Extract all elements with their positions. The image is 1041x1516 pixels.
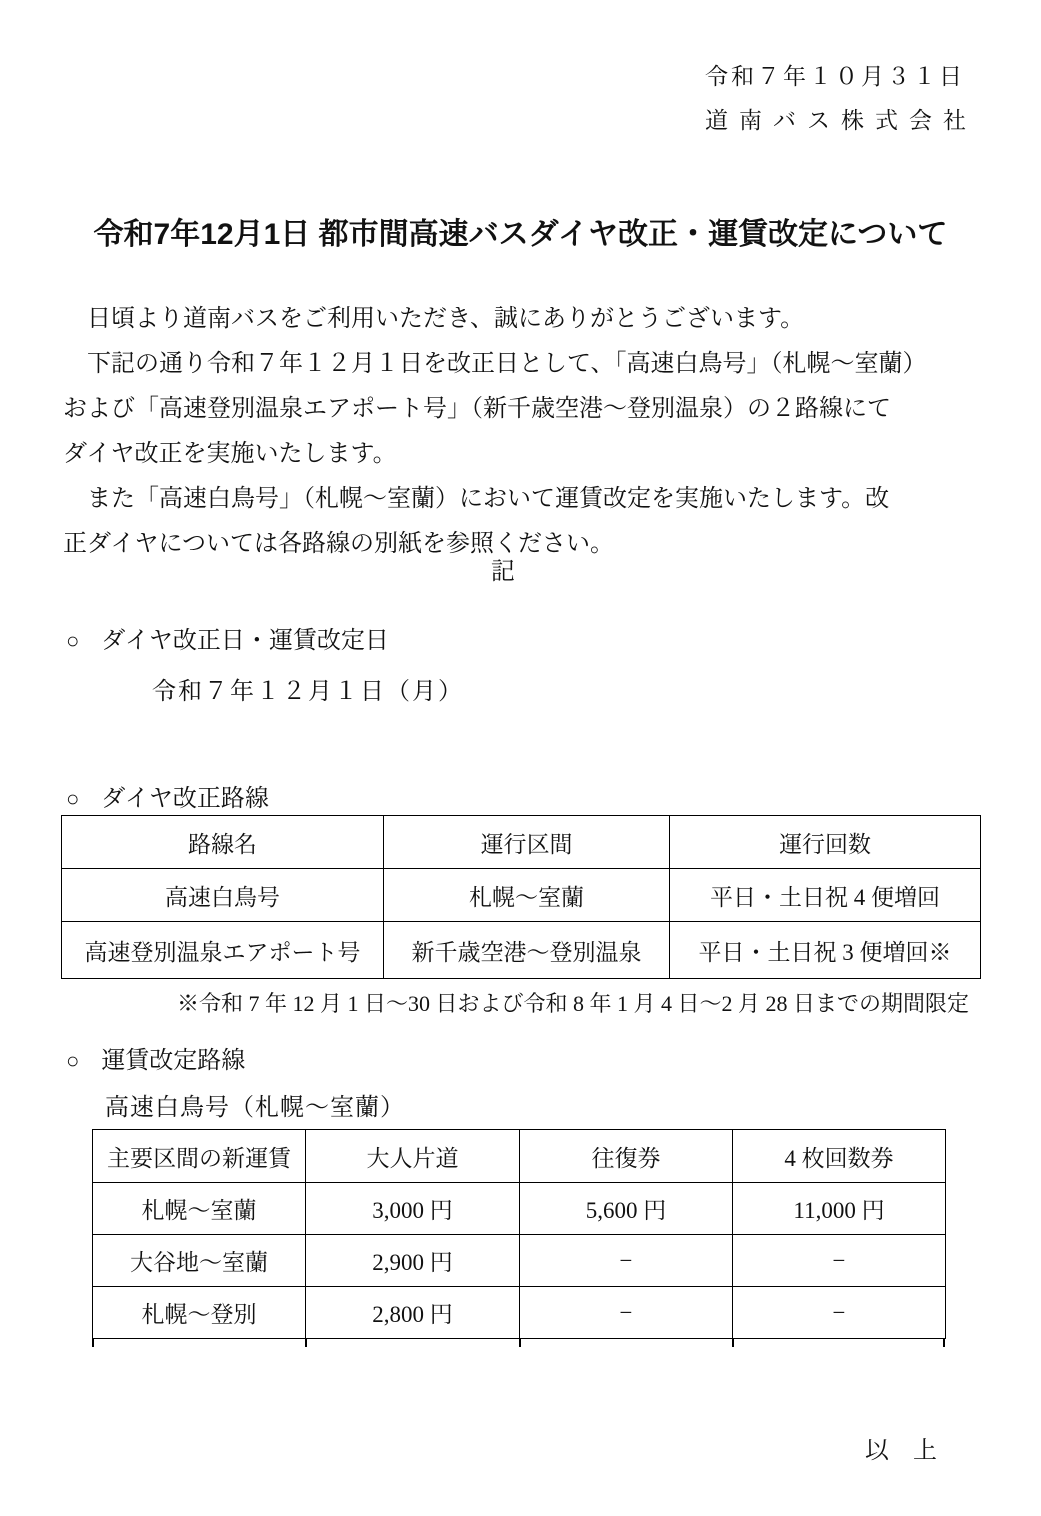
- closing-mark: 以 上: [865, 1438, 937, 1464]
- section-heading-revision-date: [66, 620, 389, 655]
- table-footnote: ※令和 7 年 12 月 1 日～30 日および令和 8 年 1 月 4 日～2 月 28 日までの期間限定: [176, 991, 969, 1016]
- table-cell: 平日・土日祝 3 便増回※: [670, 922, 981, 979]
- table-cell: 平日・土日祝 4 便増回: [670, 869, 981, 922]
- table-cell: −: [520, 1287, 733, 1339]
- issued-date: 令和７年１０月３１日: [705, 64, 965, 89]
- table-header-cell: 運行区間: [384, 816, 670, 869]
- table-cell: 札幌～登別: [93, 1287, 306, 1339]
- table-header-cell: 大人片道: [306, 1130, 520, 1183]
- schedule-revision-table: [61, 815, 981, 979]
- table-border-stub: [943, 1338, 945, 1347]
- table-cell: 5,600 円: [520, 1183, 733, 1235]
- table-header-cell: 4 枚回数券: [733, 1130, 946, 1183]
- table-row: [93, 1287, 946, 1339]
- fare-revision-table: [92, 1129, 946, 1339]
- section-heading-label: ダイヤ改正路線: [101, 785, 269, 812]
- table-cell: 11,000 円: [733, 1183, 946, 1235]
- table-row: [62, 869, 981, 922]
- table-cell: 札幌～室蘭: [384, 869, 670, 922]
- table-header-cell: 主要区間の新運賃: [93, 1130, 306, 1183]
- table-row: [93, 1235, 946, 1287]
- table-cell: −: [520, 1235, 733, 1287]
- table-border-stub: [519, 1338, 521, 1347]
- body-line-1: 日頃より道南バスをご利用いただき、誠にありがとうございます。: [63, 306, 805, 332]
- table-cell: 高速白鳥号: [62, 869, 384, 922]
- body-line-6: 正ダイヤについては各路線の別紙を参照ください。: [63, 531, 615, 557]
- table-border-stub: [732, 1338, 734, 1347]
- table-cell: 3,000 円: [306, 1183, 520, 1235]
- body-line-5: また「高速白鳥号」（札幌～室蘭）において運賃改定を実施いたします。改: [63, 486, 890, 512]
- body-line-3: および「高速登別温泉エアポート号」（新千歳空港～登別温泉）の２路線にて: [63, 396, 891, 422]
- table-border-stub: [305, 1338, 307, 1347]
- table-cell: 大谷地～室蘭: [93, 1235, 306, 1287]
- company-name: 道南バス株式会社: [705, 108, 977, 133]
- table-header-cell: 運行回数: [670, 816, 981, 869]
- section-heading-label: 運賃改定路線: [101, 1047, 246, 1074]
- table-header-cell: 往復券: [520, 1130, 733, 1183]
- body-line-2: 下記の通り令和７年１２月１日を改正日として、「高速白鳥号」（札幌～室蘭）: [63, 351, 927, 377]
- table-header-cell: 路線名: [62, 816, 384, 869]
- circle-bullet-icon: ○: [66, 1048, 80, 1073]
- table-cell: −: [733, 1287, 946, 1339]
- table-cell: −: [733, 1235, 946, 1287]
- section-heading-fare-routes: [66, 1040, 245, 1075]
- table-border-stub: [92, 1338, 94, 1347]
- body-paragraphs: [63, 297, 953, 567]
- body-line-4: ダイヤ改正を実施いたします。: [63, 441, 397, 467]
- circle-bullet-icon: ○: [66, 786, 80, 811]
- document-title: 令和7年12月1日 都市間高速バスダイヤ改正・運賃改定について: [93, 218, 948, 251]
- table-cell: 新千歳空港～登別温泉: [384, 922, 670, 979]
- section-heading-label: ダイヤ改正日・運賃改定日: [101, 627, 389, 654]
- circle-bullet-icon: ○: [66, 628, 80, 653]
- table-row: [62, 922, 981, 979]
- revision-date-value: 令和７年１２月１日（月）: [152, 679, 464, 705]
- table-header-row: [62, 816, 981, 869]
- table-row: [93, 1183, 946, 1235]
- table-cell: 2,900 円: [306, 1235, 520, 1287]
- table-cell: 高速登別温泉エアポート号: [62, 922, 384, 979]
- section-heading-schedule-routes: [66, 778, 269, 813]
- table-cell: 札幌～室蘭: [93, 1183, 306, 1235]
- table-header-row: [93, 1130, 946, 1183]
- table-cell: 2,800 円: [306, 1287, 520, 1339]
- record-marker: 記: [491, 559, 515, 585]
- fare-route-subtitle: 高速白鳥号（札幌～室蘭）: [105, 1095, 405, 1121]
